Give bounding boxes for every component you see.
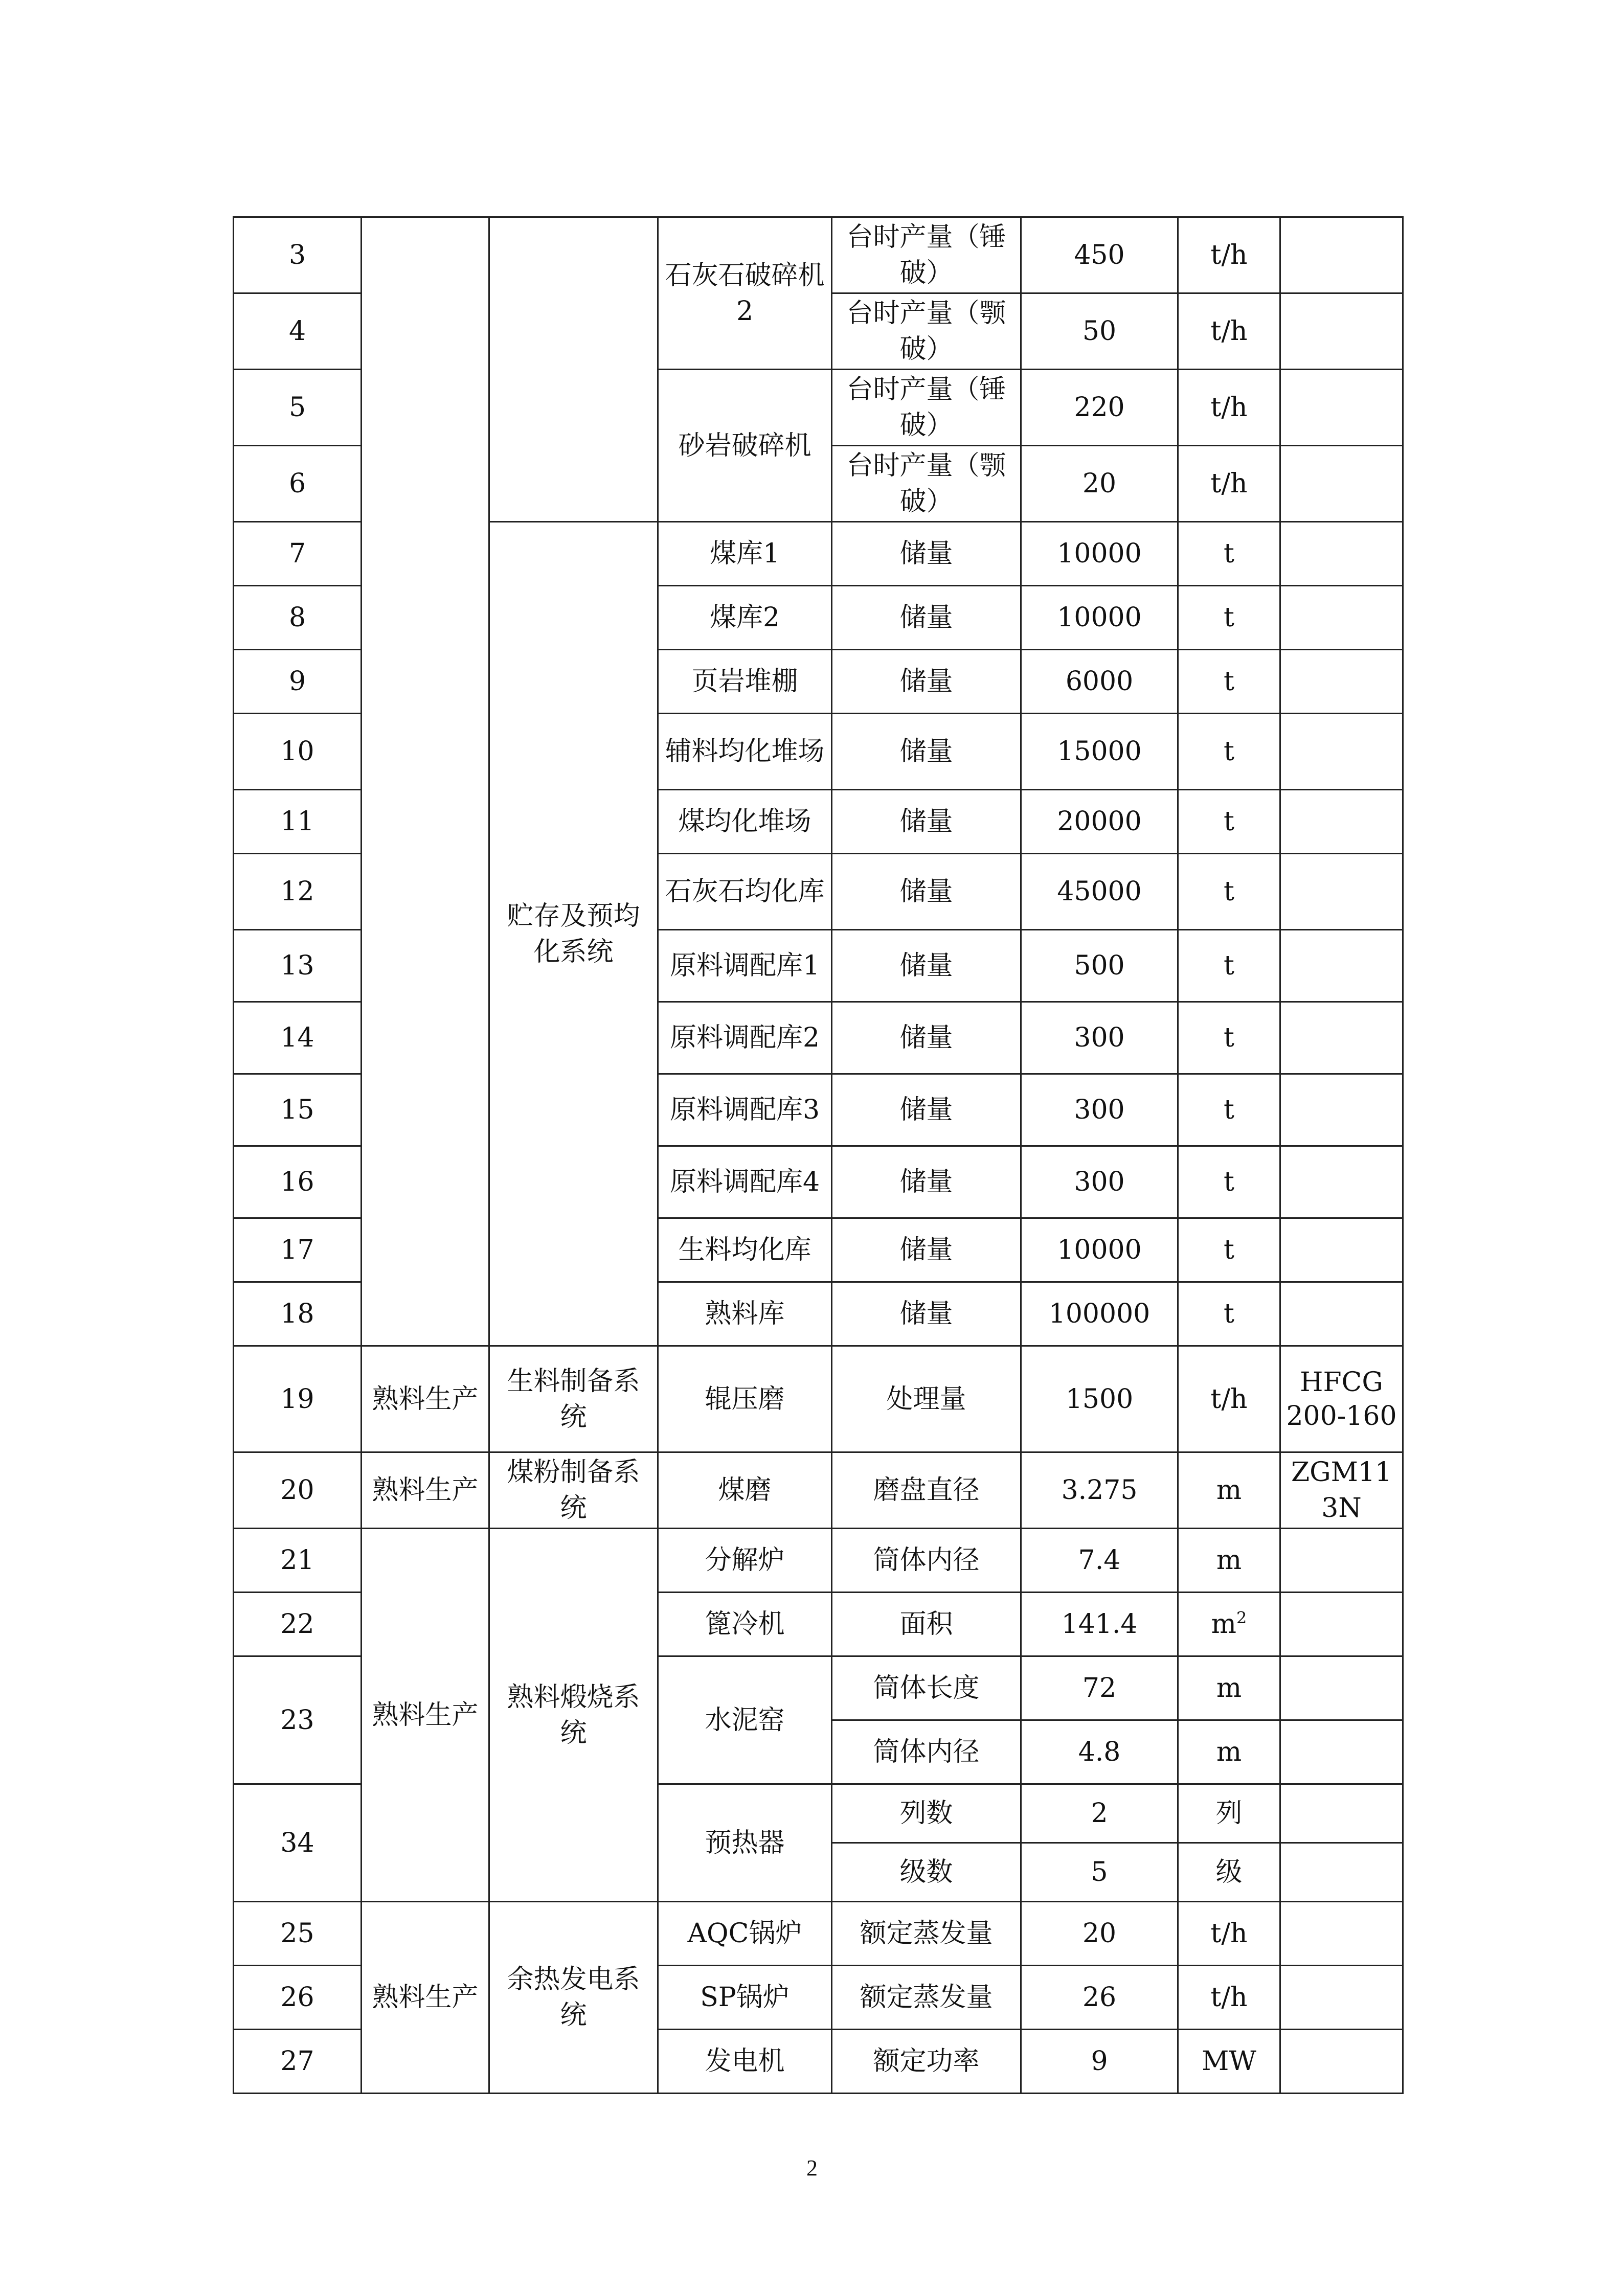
parameter-name: 储量	[832, 1074, 1021, 1146]
model-cell-empty	[1280, 1720, 1403, 1784]
row-number: 3	[234, 217, 362, 293]
parameter-name: 储量	[832, 1218, 1021, 1282]
unit: t	[1178, 854, 1280, 930]
parameter-value: 50	[1021, 293, 1178, 370]
model-cell-empty	[1280, 650, 1403, 714]
parameter-name: 筒体长度	[832, 1656, 1021, 1720]
equipment-name: 石灰石破碎机2	[658, 217, 832, 370]
equipment-name: 原料调配库2	[658, 1002, 832, 1074]
unit: t	[1178, 714, 1280, 790]
row-number: 10	[234, 714, 362, 790]
parameter-value: 10000	[1021, 1218, 1178, 1282]
row-number: 23	[234, 1656, 362, 1784]
model-cell-empty	[1280, 370, 1403, 446]
unit: t/h	[1178, 1966, 1280, 2030]
parameter-name: 储量	[832, 854, 1021, 930]
model-cell-empty	[1280, 1218, 1403, 1282]
unit: m	[1178, 1529, 1280, 1593]
parameter-name: 额定功率	[832, 2030, 1021, 2094]
parameter-value: 9	[1021, 2030, 1178, 2094]
parameter-value: 20000	[1021, 790, 1178, 854]
unit: m	[1178, 1656, 1280, 1720]
parameter-name: 处理量	[832, 1346, 1021, 1452]
equipment-name: 预热器	[658, 1784, 832, 1902]
parameter-value: 10000	[1021, 586, 1178, 650]
equipment-name: 煤库1	[658, 522, 832, 586]
equipment-name: SP锅炉	[658, 1966, 832, 2030]
row-number: 7	[234, 522, 362, 586]
table-row	[234, 1346, 1403, 1452]
model-cell-empty	[1280, 714, 1403, 790]
equipment-name: 水泥窑	[658, 1656, 832, 1784]
equipment-model: ZGM113N	[1280, 1452, 1403, 1529]
unit: t	[1178, 522, 1280, 586]
parameter-name: 磨盘直径	[832, 1452, 1021, 1529]
parameter-value: 141.4	[1021, 1593, 1178, 1656]
equipment-name: 辊压磨	[658, 1346, 832, 1452]
row-number: 22	[234, 1593, 362, 1656]
row-number: 18	[234, 1282, 362, 1346]
equipment-name: 煤磨	[658, 1452, 832, 1529]
unit: t	[1178, 1146, 1280, 1218]
model-cell-empty	[1280, 522, 1403, 586]
equipment-name: 原料调配库1	[658, 930, 832, 1002]
row-number: 8	[234, 586, 362, 650]
equipment-spec-table	[233, 216, 1404, 2094]
unit: t/h	[1178, 446, 1280, 522]
parameter-name: 筒体内径	[832, 1720, 1021, 1784]
row-number: 16	[234, 1146, 362, 1218]
model-cell-empty	[1280, 1282, 1403, 1346]
parameter-value: 20	[1021, 1902, 1178, 1966]
model-cell-empty	[1280, 1593, 1403, 1656]
parameter-name: 储量	[832, 790, 1021, 854]
model-cell-empty	[1280, 854, 1403, 930]
process-name: 熟料生产	[362, 1452, 489, 1529]
parameter-name: 储量	[832, 522, 1021, 586]
parameter-value: 1500	[1021, 1346, 1178, 1452]
row-number: 25	[234, 1902, 362, 1966]
parameter-value: 3.275	[1021, 1452, 1178, 1529]
model-cell-empty	[1280, 586, 1403, 650]
parameter-name: 额定蒸发量	[832, 1966, 1021, 2030]
system-cell-empty	[489, 217, 658, 522]
parameter-value: 72	[1021, 1656, 1178, 1720]
model-cell-empty	[1280, 930, 1403, 1002]
parameter-value: 300	[1021, 1074, 1178, 1146]
row-number: 34	[234, 1784, 362, 1902]
equipment-name: AQC锅炉	[658, 1902, 832, 1966]
model-cell-empty	[1280, 1529, 1403, 1593]
unit: t/h	[1178, 293, 1280, 370]
model-cell-empty	[1280, 790, 1403, 854]
table-row	[234, 217, 1403, 293]
parameter-value: 300	[1021, 1146, 1178, 1218]
model-text: HFCG 200-160	[1286, 1367, 1397, 1431]
row-number: 26	[234, 1966, 362, 2030]
row-number: 21	[234, 1529, 362, 1593]
process-name: 熟料生产	[362, 1346, 489, 1452]
page-number: 2	[806, 2155, 818, 2180]
equipment-name: 石灰石均化库	[658, 854, 832, 930]
parameter-name: 储量	[832, 930, 1021, 1002]
unit: MW	[1178, 2030, 1280, 2094]
parameter-name: 列数	[832, 1784, 1021, 1843]
unit: t/h	[1178, 370, 1280, 446]
row-number: 19	[234, 1346, 362, 1452]
row-number: 12	[234, 854, 362, 930]
parameter-name: 储量	[832, 714, 1021, 790]
row-number: 27	[234, 2030, 362, 2094]
table-row	[234, 1529, 1403, 1593]
process-name: 熟料生产	[362, 1529, 489, 1902]
model-cell-empty	[1280, 1966, 1403, 2030]
row-number: 14	[234, 1002, 362, 1074]
system-name: 生料制备系统	[489, 1346, 658, 1452]
model-cell-empty	[1280, 1902, 1403, 1966]
equipment-name: 煤库2	[658, 586, 832, 650]
parameter-name: 面积	[832, 1593, 1021, 1656]
parameter-value: 2	[1021, 1784, 1178, 1843]
equipment-name: 发电机	[658, 2030, 832, 2094]
model-cell-empty	[1280, 1784, 1403, 1843]
system-name: 熟料煅烧系统	[489, 1529, 658, 1902]
equipment-name: 页岩堆棚	[658, 650, 832, 714]
equipment-name: 辅料均化堆场	[658, 714, 832, 790]
unit: m	[1178, 1452, 1280, 1529]
parameter-value: 15000	[1021, 714, 1178, 790]
parameter-value: 100000	[1021, 1282, 1178, 1346]
unit: 列	[1178, 1784, 1280, 1843]
model-cell-empty	[1280, 1074, 1403, 1146]
unit: t	[1178, 790, 1280, 854]
parameter-value: 6000	[1021, 650, 1178, 714]
model-cell-empty	[1280, 2030, 1403, 2094]
unit: t	[1178, 650, 1280, 714]
parameter-name: 储量	[832, 1002, 1021, 1074]
equipment-name: 原料调配库3	[658, 1074, 832, 1146]
unit: t	[1178, 586, 1280, 650]
unit: t	[1178, 1074, 1280, 1146]
parameter-value: 7.4	[1021, 1529, 1178, 1593]
unit	[1178, 1593, 1280, 1656]
model-cell-empty	[1280, 1843, 1403, 1902]
equipment-model	[1280, 1346, 1403, 1452]
equipment-name: 原料调配库4	[658, 1146, 832, 1218]
unit: t	[1178, 1218, 1280, 1282]
parameter-value: 26	[1021, 1966, 1178, 2030]
equipment-name: 熟料库	[658, 1282, 832, 1346]
system-name: 余热发电系统	[489, 1902, 658, 2094]
parameter-name: 筒体内径	[832, 1529, 1021, 1593]
equipment-name: 砂岩破碎机	[658, 370, 832, 522]
row-number: 11	[234, 790, 362, 854]
row-number: 9	[234, 650, 362, 714]
parameter-value: 4.8	[1021, 1720, 1178, 1784]
parameter-value: 300	[1021, 1002, 1178, 1074]
unit: t	[1178, 1282, 1280, 1346]
parameter-name: 额定蒸发量	[832, 1902, 1021, 1966]
unit: t/h	[1178, 1902, 1280, 1966]
row-number: 5	[234, 370, 362, 446]
parameter-name: 储量	[832, 650, 1021, 714]
equipment-name: 篦冷机	[658, 1593, 832, 1656]
equipment-name: 煤均化堆场	[658, 790, 832, 854]
unit: t	[1178, 1002, 1280, 1074]
row-number: 20	[234, 1452, 362, 1529]
process-cell-empty	[362, 217, 489, 1346]
parameter-name: 储量	[832, 1146, 1021, 1218]
model-cell-empty	[1280, 293, 1403, 370]
model-cell-empty	[1280, 1656, 1403, 1720]
parameter-value: 10000	[1021, 522, 1178, 586]
unit: 级	[1178, 1843, 1280, 1902]
parameter-name: 台时产量（锤破）	[832, 370, 1021, 446]
parameter-name: 台时产量（颚破）	[832, 293, 1021, 370]
parameter-value: 220	[1021, 370, 1178, 446]
equipment-name: 分解炉	[658, 1529, 832, 1593]
unit: t/h	[1178, 217, 1280, 293]
parameter-value: 20	[1021, 446, 1178, 522]
row-number: 4	[234, 293, 362, 370]
row-number: 17	[234, 1218, 362, 1282]
parameter-name: 台时产量（锤破）	[832, 217, 1021, 293]
unit: t	[1178, 930, 1280, 1002]
parameter-value: 450	[1021, 217, 1178, 293]
parameter-value: 45000	[1021, 854, 1178, 930]
row-number: 13	[234, 930, 362, 1002]
system-name: 贮存及预均化系统	[489, 522, 658, 1346]
table-row	[234, 1452, 1403, 1529]
model-cell-empty	[1280, 217, 1403, 293]
parameter-name: 级数	[832, 1843, 1021, 1902]
unit-base: m	[1211, 1609, 1236, 1640]
parameter-name: 台时产量（颚破）	[832, 446, 1021, 522]
process-name: 熟料生产	[362, 1902, 489, 2094]
model-cell-empty	[1280, 1002, 1403, 1074]
model-cell-empty	[1280, 446, 1403, 522]
table-row	[234, 1902, 1403, 1966]
row-number: 6	[234, 446, 362, 522]
unit: m	[1178, 1720, 1280, 1784]
unit-exponent: 2	[1236, 1608, 1247, 1628]
parameter-name: 储量	[832, 586, 1021, 650]
equipment-name: 生料均化库	[658, 1218, 832, 1282]
parameter-name: 储量	[832, 1282, 1021, 1346]
model-cell-empty	[1280, 1146, 1403, 1218]
row-number: 15	[234, 1074, 362, 1146]
system-name: 煤粉制备系统	[489, 1452, 658, 1529]
parameter-value: 5	[1021, 1843, 1178, 1902]
parameter-value: 500	[1021, 930, 1178, 1002]
unit: t/h	[1178, 1346, 1280, 1452]
